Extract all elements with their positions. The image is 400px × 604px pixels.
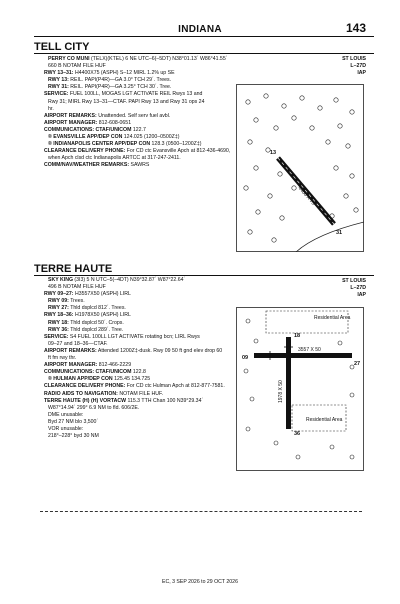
runway-dimension-label: 1978 X 50 [278, 380, 284, 403]
entry-line-text: DME unusable: [48, 411, 84, 418]
entry-line [34, 127, 230, 134]
entry-line-label: AIRPORT MANAGER: [44, 119, 98, 126]
runway-end-label: 18 [294, 333, 301, 339]
road-line [296, 222, 364, 252]
entry-line [34, 433, 225, 440]
entry-line-label: ® HULMAN APP/DEP CON [48, 376, 113, 383]
entry-line-text: REIL. PAPI(P4R)—GA 3.0° TCH 29´. Trees. [68, 77, 172, 84]
entry-line-text: For CD ctc Hulman Apch at 812-877-7581. [125, 383, 225, 390]
runway-surface [254, 353, 352, 358]
entry-line-text: 812-466-2229 [97, 362, 132, 369]
entry-line-text: Byd 27 NM blo 3,500´ [48, 418, 99, 425]
entry-line-label: RWY 31: [48, 84, 69, 91]
entry-line-label: PERRY CO MUNI [48, 56, 90, 62]
entry-line-text: 660 B NOTAM FILE HUF [48, 63, 106, 70]
entry-line-text: 128.3 (0500–1200Z‡) [150, 141, 202, 148]
runway-end-label: 27 [354, 361, 361, 367]
airport-entry-perry-co-muni [34, 56, 230, 170]
entry-line-label: SERVICE: [44, 91, 69, 98]
entry-line-label: RWY 13: [48, 77, 69, 84]
entry-line-label: COMM/NAV/WEATHER REMARKS: [44, 162, 130, 169]
page-number: 143 [345, 21, 366, 35]
runway-end-label: 09 [242, 355, 249, 361]
ref-line: L–27D [350, 63, 366, 69]
residential-area-label: Residential Area [314, 315, 351, 321]
entry-line-label: ® INDIANAPOLIS CENTER APP/DEP CON [48, 141, 151, 148]
entry-line-text: 122.7 [131, 126, 146, 133]
entry-line-label: RWY 27: [48, 305, 69, 312]
entry-line-label: CLEARANCE DELIVERY PHONE: [44, 148, 126, 155]
entry-line-text: Rwy 31; MIRL Rwy 13–31—CTAF. PAPI Rwy 13 and Rwy 31 ops 24 [48, 98, 205, 105]
entry-line [34, 99, 230, 106]
entry-line-text: S4 FUEL 100LL LGT ACTIVATE rotating bcn; LIRL Rwys [68, 333, 200, 340]
entry-line-text: VOR unusable: [48, 425, 84, 432]
entry-line-label: SKY KING [48, 277, 73, 283]
runway-surface [286, 337, 291, 429]
entry-line-text: SAWRS [129, 162, 150, 169]
entry-line [34, 77, 230, 84]
city-heading-tell-city: TELL CITY [34, 41, 90, 53]
entry-line-text: 09–27 and 18–36—CTAF. [48, 340, 108, 347]
ref-line: L–27D [350, 285, 366, 291]
entry-line-label: RWY 36: [48, 326, 69, 333]
entry-line-label: TERRE HAUTE (H) (H) VORTACW [44, 397, 127, 404]
entry-line [34, 348, 225, 355]
entry-line-text: Thld dsplcd 289´. Tree. [68, 326, 124, 333]
entry-line-label: AIRPORT REMARKS: [44, 112, 97, 119]
entry-line-text: 124.025 (1200–0500Z‡) [122, 134, 180, 141]
entry-line-label: ® EVANSVILLE APP/DEP CON [48, 134, 123, 141]
entry-line [34, 155, 230, 162]
entry-line-text: Unattended. Self serv fuel avbl. [96, 112, 171, 119]
runway-dimension-label: 3557 X 50 [298, 347, 321, 353]
entry-line-text: (3I3) 5 N UTC–5(–4DT) N39°32.87´ W87°22.64´ [72, 277, 186, 283]
entry-line [34, 277, 225, 284]
airport-diagram-perry-co-muni [236, 84, 364, 252]
entry-line-text: hr. [48, 105, 54, 112]
section-divider [40, 511, 362, 512]
entry-line [34, 63, 230, 70]
entry-line [34, 383, 225, 390]
header-rule [34, 36, 374, 37]
entry-line-label: COMMUNICATIONS: CTAF/UNICOM [44, 369, 132, 376]
entry-line [34, 362, 225, 369]
entry-line-text: 122.8 [131, 369, 146, 376]
entry-line [34, 312, 225, 319]
entry-line-label: RWY 09–27: [44, 291, 74, 298]
entry-line-label: RWY 18–36: [44, 312, 74, 319]
entry-line-text: W87°14.94´ 299° 6.9 NM to fld. 606/2E. [48, 404, 140, 411]
entry-line-label: COMMUNICATIONS: CTAF/UNICOM [44, 126, 132, 133]
entry-line-label: AIRPORT MANAGER: [44, 362, 98, 369]
entry-line-text: 812-608-0651 [97, 119, 132, 126]
entry-line-label: SERVICE: [44, 333, 69, 340]
entry-line-text: H4400X75 (ASPH) S–12 MIRL 1.2% up SE [73, 70, 175, 77]
entry-line-text: NOTAM FILE HUF. [117, 390, 164, 397]
entry-line-label: AIRPORT REMARKS: [44, 347, 97, 354]
entry-line [34, 376, 225, 383]
diagram-frame [237, 85, 364, 252]
entry-line [34, 341, 225, 348]
airport-entry-sky-king [34, 277, 225, 440]
entry-line-text: Attended 1200Z‡-dusk. Rwy 09 50 ft gnd elev drop 60 [96, 347, 223, 354]
entry-line [34, 113, 230, 120]
entry-line [34, 391, 225, 398]
ref-line: ST LOUIS [342, 56, 366, 62]
entry-line [34, 91, 230, 98]
entry-line-text: For CD ctc Evansville Apch at 812-436-4690, [125, 148, 231, 155]
entry-line [34, 284, 225, 291]
entry-line-label: CLEARANCE DELIVERY PHONE: [44, 383, 126, 390]
entry-line-text: 125.45 134.725 [112, 376, 151, 383]
runway-end-label: 36 [294, 431, 301, 437]
entry-line [34, 141, 230, 148]
entry-line-text: when Apch clsd ctc Indianapolis ARTCC at 317-247-2411. [48, 155, 181, 162]
entry-line-text: H1978X50 (ASPH) LIRL [73, 312, 131, 319]
entry-line [34, 305, 225, 312]
tree-symbols [244, 319, 354, 459]
diagram-frame [237, 308, 364, 471]
page-header-state: INDIANA [178, 24, 222, 35]
entry-line [34, 419, 225, 426]
footer-effective-dates: EC, 3 SEP 2026 to 29 OCT 2026 [162, 579, 238, 585]
entry-line [34, 298, 225, 305]
entry-line [34, 70, 230, 77]
entry-line-label: RWY 18: [48, 319, 69, 326]
entry-line [34, 84, 230, 91]
entry-line-text: ft fm rwy thr. [48, 355, 77, 362]
entry-line [34, 426, 225, 433]
runway-end-label: 31 [336, 230, 343, 236]
entry-line [34, 291, 225, 298]
entry-line-text: (TELX)(KTEL) 6 NE UTC–6(–5DT) N38°01.13´ W86°41.55´ [89, 56, 228, 62]
entry-line-text: Thld dsplcd 812´. Trees. [68, 305, 126, 312]
entry-line-text: H3557X50 (ASPH) LIRL [73, 291, 131, 298]
entry-line [34, 320, 225, 327]
entry-line-label: RADIO AIDS TO NAVIGATION: [44, 390, 118, 397]
city-rule [34, 275, 374, 276]
entry-line-text: REIL. PAPI(P4R)—GA 3.25° TCH 30´. Tree. [68, 84, 172, 91]
entry-line-label: RWY 09: [48, 298, 69, 305]
city-rule [34, 53, 374, 54]
ref-line: ST LOUIS [342, 278, 366, 284]
entry-line-text: FUEL 100LL, MOGAS LGT ACTIVATE REIL Rwys 13 and [68, 91, 203, 98]
entry-line [34, 120, 230, 127]
chart-references [342, 278, 366, 299]
entry-line [34, 355, 225, 362]
entry-line [34, 412, 225, 419]
entry-line-text: 218°–228° byd 30 NM [48, 433, 99, 440]
entry-line [34, 148, 230, 155]
ref-line: IAP [357, 70, 366, 76]
ref-line: IAP [357, 292, 366, 298]
entry-line-text: Thld dsplcd 50´. Crops. [68, 319, 124, 326]
entry-line [34, 56, 230, 63]
entry-line [34, 327, 225, 334]
residential-area-label: Residential Area [306, 417, 343, 423]
entry-line-text: Trees. [68, 298, 85, 305]
entry-line [34, 106, 230, 113]
entry-line [34, 398, 225, 405]
runway-18-36 [284, 337, 293, 429]
runway-dimension-label: 4400 X 75 [296, 185, 316, 207]
entry-line-label: RWY 13–31: [44, 70, 74, 77]
runway-end-label: 13 [270, 150, 277, 156]
entry-line [34, 162, 230, 169]
tree-symbols [244, 94, 358, 242]
entry-line [34, 405, 225, 412]
entry-line [34, 334, 225, 341]
airport-diagram-sky-king [236, 307, 364, 471]
city-heading-terre-haute: TERRE HAUTE [34, 263, 113, 275]
entry-line-text: 115.3 TTH Chan 100 N39°29.34´ [126, 397, 204, 404]
chart-references [342, 56, 366, 77]
entry-line-text: 496 B NOTAM FILE HUF [48, 284, 106, 291]
